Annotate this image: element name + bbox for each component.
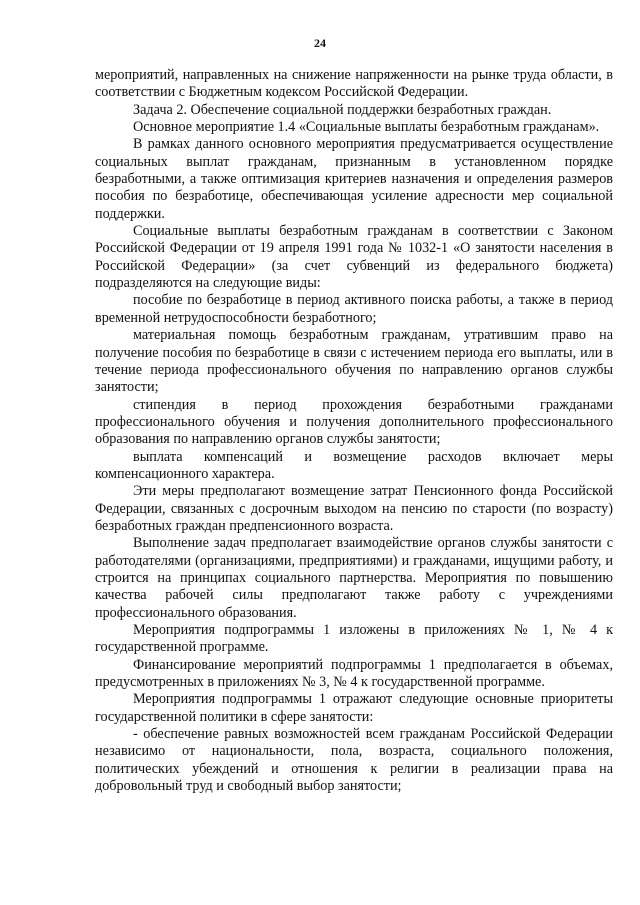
paragraph-4: В рамках данного основного мероприятия предусматривается осуществление социальных выплат гражданам, признанным в установленном порядке безработными, а также оптимизация критериев назначения и определения размеров пособия по безработице, обеспечивающая усиление адресности мер социальной поддержки. (95, 136, 613, 222)
paragraph-14: Мероприятия подпрограммы 1 отражают следующие основные приоритеты государственной политики в сфере занятости: (95, 691, 613, 725)
document-body (95, 67, 613, 795)
paragraph-6: пособие по безработице в период активного поиска работы, а также в период временной нетрудоспособности безработного; (95, 292, 613, 326)
paragraph-5: Социальные выплаты безработным гражданам в соответствии с Законом Российской Федерации от 19 апреля 1991 года № 1032-1 «О занятости населения в Российской Федерации» (за счет субвенций из федерального бюджета) подразделяются на следующие виды: (95, 223, 613, 292)
paragraph-13: Финансирование мероприятий подпрограммы 1 предполагается в объемах, предусмотренных в приложениях № 3, № 4 к государственной программе. (95, 656, 613, 691)
paragraph-10: Эти меры предполагают возмещение затрат Пенсионного фонда Российской Федерации, связанных с досрочным выходом на пенсию по старости (по возрасту) безработных граждан предпенсионного возраста. (95, 483, 613, 534)
paragraph-11: Выполнение задач предполагает взаимодействие органов службы занятости с работодателями (организациями, предприятиями) и гражданами, ищущими работу, и строится на принципах социального партнерства. Мероприятия по повышению качества рабочей силы предполагают также работу с учреждениями профессионального образования. (95, 535, 613, 621)
paragraph-1: мероприятий, направленных на снижение напряженности на рынке труда области, в соответствии с Бюджетным кодексом Российской Федерации. (95, 67, 613, 101)
paragraph-7: материальная помощь безработным гражданам, утратившим право на получение пособия по безработице в связи с истечением периода его выплаты, или в течение периода профессионального обучения по направлению органов службы занятости; (95, 327, 613, 396)
paragraph-2: Задача 2. Обеспечение социальной поддержки безработных граждан. (133, 101, 552, 118)
paragraph-15: - обеспечение равных возможностей всем гражданам Российской Федерации независимо от национальности, пола, возраста, социального положения, политических убеждений и отношения к религии в реализации права на добровольный труд и свободный выбор занятости; (95, 726, 613, 795)
paragraph-3: Основное мероприятие 1.4 «Социальные выплаты безработным гражданам». (133, 119, 600, 136)
paragraph-9: выплата компенсаций и возмещение расходов включает меры компенсационного характера. (95, 448, 613, 482)
paragraph-8: стипендия в период прохождения безработными гражданами профессионального обучения и получения дополнительного профессионального образования по направлению органов службы занятости; (95, 396, 613, 448)
page-number: 24 (314, 36, 326, 50)
paragraph-12: Мероприятия подпрограммы 1 изложены в приложениях № 1, № 4 к государственной программе. (95, 622, 613, 656)
